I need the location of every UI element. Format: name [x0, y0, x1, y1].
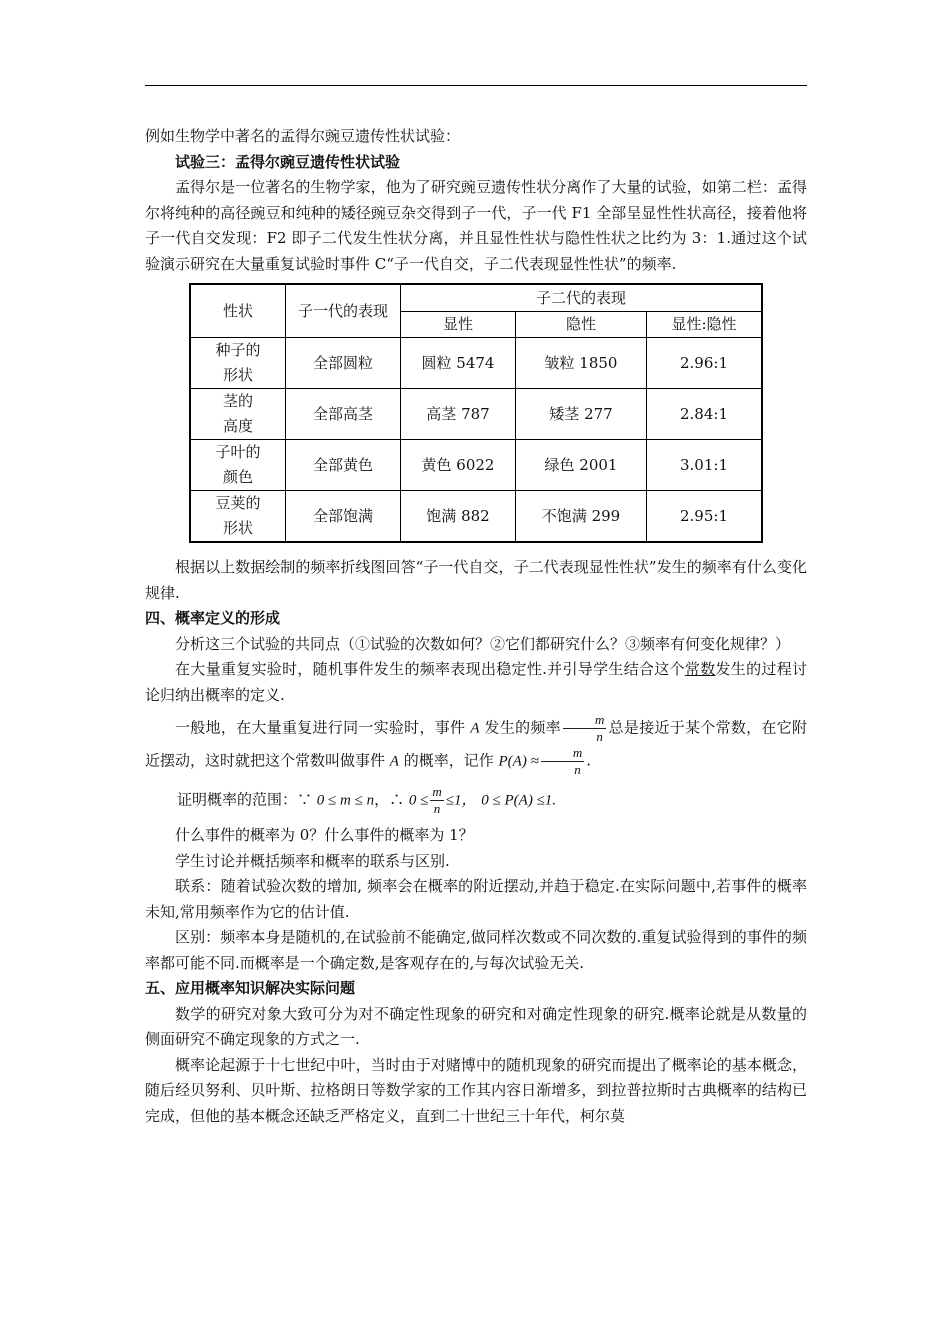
table-row: [190, 389, 762, 440]
section-5-paragraph-2: 概率论起源于十七世纪中叶，当时由于对赌博中的随机现象的研究而提出了概率论的基本概念，随后经贝努利、贝叶斯、拉格朗日等数学家的工作其内容日渐增多，到拉普拉斯时古典概率的结构已完成，但他的基本概念还缺乏严格定义，直到二十世纪三十年代，柯尔莫: [145, 1055, 807, 1125]
cell-trait: 茎的 高度: [190, 389, 286, 440]
probability-range-proof: 证明概率的范围：∵ 0 ≤ m ≤ n，∴ 0 ≤ $\frac{m}{n}$ ≤1， 0 ≤ P(A) ≤1.: [177, 784, 557, 816]
connection-paragraph: 联系：随着试验次数的增加, 频率会在概率的附近摆动,并趋于稳定.在实际问题中,若事件的概率未知,常用频率作为它的估计值.: [145, 877, 807, 921]
cell-dominant: 黄色 6022: [401, 440, 516, 491]
cell-dominant: 饱满 882: [401, 491, 516, 543]
fraction-m-over-n: $\frac{m}{n}$: [541, 745, 584, 778]
mendel-data-table: [189, 283, 763, 543]
cell-trait: 子叶的 颜色: [190, 440, 286, 491]
table-row: [190, 338, 762, 389]
document-body: [145, 124, 807, 1129]
header-recessive: 隐性: [516, 312, 647, 338]
header-f1: 子一代的表现: [286, 284, 401, 338]
table-row: [190, 491, 762, 543]
cell-recessive: 皱粒 1850: [516, 338, 647, 389]
fraction-m-over-n: $\frac{m}{n}$: [563, 712, 606, 745]
header-trait: 性状: [190, 284, 286, 338]
cell-ratio: 3.01:1: [647, 440, 763, 491]
cell-f1: 全部黄色: [286, 440, 401, 491]
cell-recessive: 不饱满 299: [516, 491, 647, 543]
section-4-paragraph-1: 分析这三个试验的共同点（①试验的次数如何？②它们都研究什么？③频率有何变化规律？）: [175, 634, 791, 653]
underlined-term: 常数: [684, 660, 716, 678]
cell-recessive: 绿色 2001: [516, 440, 647, 491]
probability-definition: 一般地，在大量重复进行同一实验时，事件 A 发生的频率 $\frac{m}{n}$ 总是接近于某个常数，在它附近摆动，这时就把这个常数叫做事件 A 的概率，记作 P(A) ≈ $\frac{m}{n}$ .: [145, 712, 807, 777]
header-ratio: 显性:隐性: [647, 312, 763, 338]
cell-trait: 豆荚的 形状: [190, 491, 286, 543]
section-5-heading: 五、应用概率知识解决实际问题: [145, 979, 356, 997]
experiment-3-paragraph: 孟得尔是一位著名的生物学家，他为了研究豌豆遗传性状分离作了大量的试验，如第二栏：孟得尔将纯种的高径豌豆和纯种的矮径豌豆杂交得到子一代，子一代 F1 全部呈显性性状高径，接着他将子一代自交发现：F2 即子二代发生性状分离，并且显性性状与隐性性状之比约为 3：1.通过这个试验演示研究在大量重复试验时事件 C“子一代自交，子二代表现显性性状”的频率.: [145, 178, 807, 273]
cell-ratio: 2.96:1: [647, 338, 763, 389]
section-4-heading: 四、概率定义的形成: [145, 609, 281, 627]
section-5-paragraph-1: 数学的研究对象大致可分为对不确定性现象的研究和对确定性现象的研究.概率论就是从数量的侧面研究不确定现象的方式之一.: [145, 1004, 807, 1048]
fraction-m-over-n: $\frac{m}{n}$: [432, 784, 442, 816]
cell-recessive: 矮茎 277: [516, 389, 647, 440]
cell-ratio: 2.95:1: [647, 491, 763, 543]
header-dominant: 显性: [401, 312, 516, 338]
cell-f1: 全部高茎: [286, 389, 401, 440]
intro-paragraph: 例如生物学中著名的孟得尔豌豆遗传性状试验：: [145, 127, 461, 145]
header-rule: [145, 85, 807, 86]
difference-paragraph: 区别：频率本身是随机的,在试验前不能确定,做同样次数或不同次数的.重复试验得到的事件的频率都可能不同.而概率是一个确定数,是客观存在的,与每次试验无关.: [145, 928, 807, 972]
experiment-3-heading: 试验三：孟得尔豌豆遗传性状试验: [175, 152, 401, 171]
discussion-line: 学生讨论并概括频率和概率的联系与区别.: [175, 851, 450, 870]
cell-f1: 全部圆粒: [286, 338, 401, 389]
header-f2: 子二代的表现: [401, 284, 763, 312]
cell-f1: 全部饱满: [286, 491, 401, 543]
cell-dominant: 高茎 787: [401, 389, 516, 440]
after-table-paragraph: 根据以上数据绘制的频率折线图回答“子一代自交，子二代表现显性性状”发生的频率有什么变化规律.: [145, 558, 807, 602]
cell-ratio: 2.84:1: [647, 389, 763, 440]
section-4-paragraph-2: 在大量重复实验时，随机事件发生的频率表现出稳定性.并引导学生结合这个常数发生的过程讨论归纳出概率的定义.: [145, 660, 807, 704]
probability-question: 什么事件的概率为 0？什么事件的概率为 1？: [175, 826, 474, 844]
cell-trait: 种子的 形状: [190, 338, 286, 389]
cell-dominant: 圆粒 5474: [401, 338, 516, 389]
table-row: [190, 440, 762, 491]
